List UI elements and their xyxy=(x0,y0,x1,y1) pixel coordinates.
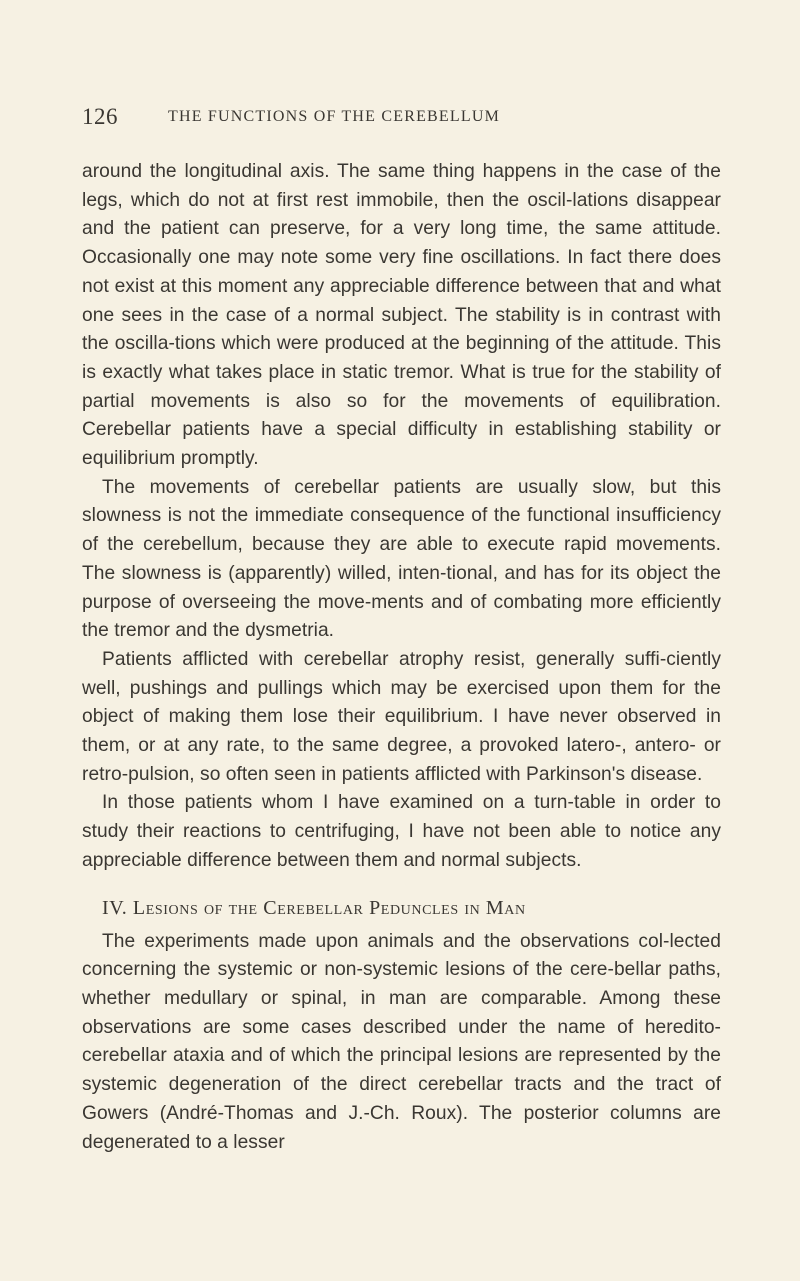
body-text xyxy=(82,158,721,1157)
paragraph-atrophy: Patients afflicted with cerebellar atrophy resist, generally suffi-ciently well, pushings and pullings which may be exercised upon them for the object of making them lose their equilibrium. I have never observed in them, or at any rate, to the same degree, a provoked latero-, antero- or retro-pulsion, so often seen in patients afflicted with Parkinson's disease. xyxy=(82,648,721,785)
paragraph-slowness: The movements of cerebellar patients are usually slow, but this slowness is not the immediate consequence of the functional insufficiency of the cerebellum, because they are able to execute rapid movements. The slowness is (apparently) willed, inten-tional, and has for its object the purpose of overseeing the move-ments and of combating more efficiently the tremor and the dysmetria. xyxy=(82,476,721,642)
paragraph-turn-table: In those patients whom I have examined on a turn-table in order to study their reactions to centrifuging, I have not been able to notice any appreciable difference between them and normal subjects. xyxy=(82,792,721,871)
paragraph-continuation: around the longitudinal axis. The same thing happens in the case of the legs, which do not at first rest immobile, then the oscil-lations disappear and the patient can preserve, for a very long time, the same attitude. Occasionally one may note some very fine oscillations. In fact there does not exist at this moment any appreciable difference between that and what one sees in the case of a normal subject. The stability is in contrast with the oscilla-tions which were produced at the beginning of the attitude. This is exactly what takes place in static tremor. What is true for the stability of partial movements is also so for the movements of equilibration. Cerebellar patients have a special difficulty in establishing stability or equilibrium promptly. xyxy=(82,161,721,470)
running-head xyxy=(82,104,722,138)
running-title: THE FUNCTIONS OF THE CEREBELLUM xyxy=(168,108,501,125)
paragraph-peduncle-lesions: The experiments made upon animals and the observations col-lected concerning the systemic or non-systemic lesions of the cere-bellar paths, whether medullary or spinal, in man are comparable. Among these observations are some cases described under the name of heredito-cerebellar ataxia and of which the principal lesions are represented by the systemic degeneration of the direct cerebellar tracts and the tract of Gowers (André-Thomas and J.-Ch. Roux). The posterior columns are degenerated to a lesser xyxy=(82,930,721,1153)
page-number: 126 xyxy=(82,104,118,129)
section-heading: IV. Lesions of the Cerebellar Peduncles in Man xyxy=(102,896,526,919)
